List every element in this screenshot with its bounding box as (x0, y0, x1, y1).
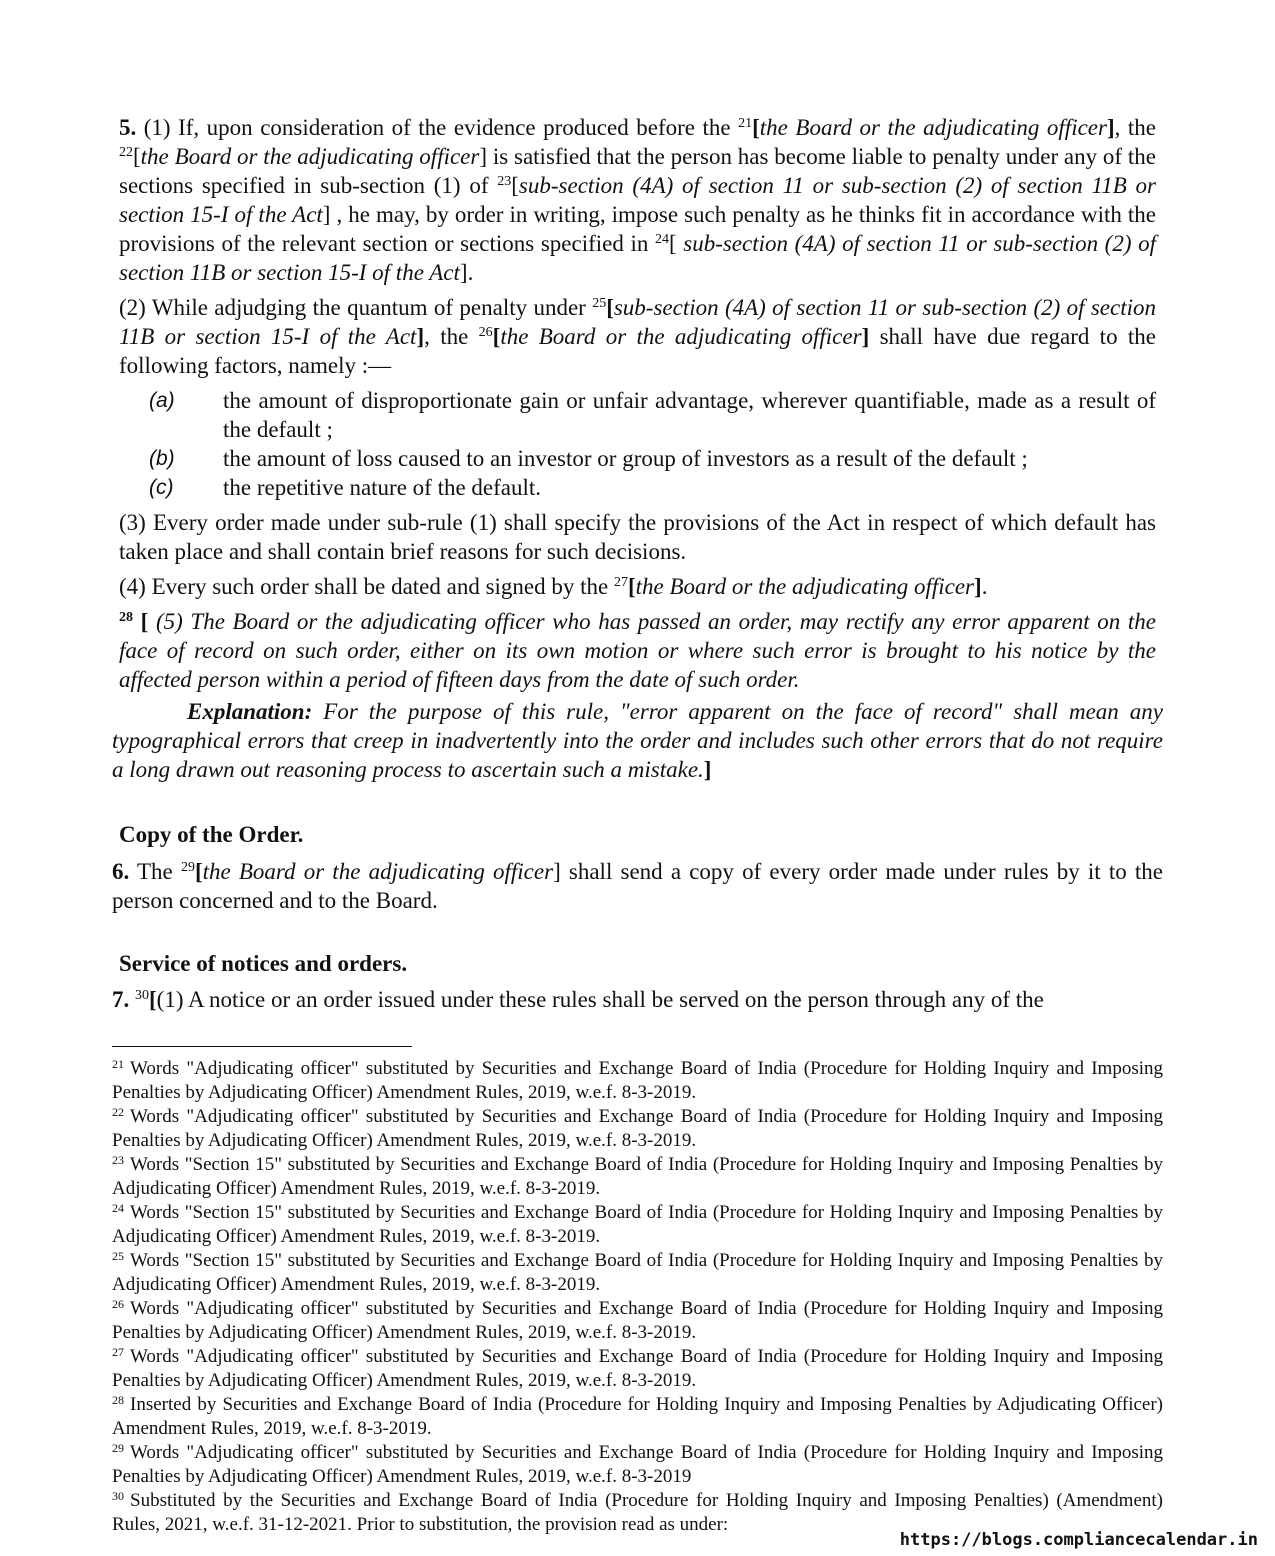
section-heading: Copy of the Order. (119, 822, 304, 847)
inserted-text: sub-section (4A) of section 11 or sub-section (2) of section 11B or section 15-I of the Act (119, 295, 1156, 349)
footnote-ref: 26 (478, 325, 493, 340)
rule-5-subrule-1: 5. (1) If, upon consideration of the evidence produced before the $^{21}$[the Board or the adjudicating officer], the $^{22}$[the Board or the adjudicating officer] is satisfied that the person has become liable to penalty under any of the sections specified in sub-section (1) of $^{23}$[sub-section (4A) of section 11 or sub-section (2) of section 11B or section 15-I of the Act] , he may, by order in writing, impose such penalty as he thinks fit in accordance with the provisions of the relevant section or sections specified in $^{24}$[ sub-section (4A) of section 11 or sub-section (2) of section 11B or section 15-I of the Act]. (119, 115, 1157, 285)
clause-item (119, 444, 1156, 473)
rule-5-section (119, 113, 1156, 700)
inserted-text: the Board or the adjudicating officer (759, 115, 1107, 140)
rule-5-subrule-4: (4) Every such order shall be dated and signed by the $^{27}$[the Board or the adjudicating officer]. (119, 574, 988, 599)
explanation-paragraph: Explanation: For the purpose of this rule, "error apparent on the face of record" shall mean any typographical errors that creep in inadvertently into the order and includes such other errors that do not require a long drawn out reasoning process to ascertain such a mistake.] (112, 699, 1163, 782)
footnotes (112, 1057, 1163, 1537)
rule-5-subrule-3: (3) Every order made under sub-rule (1) shall specify the provisions of the Act in respect of which default has taken place and shall contain brief reasons for such decisions. (119, 510, 1156, 564)
clause-label: (a) (149, 389, 175, 412)
footnote: $^{30}$ Substituted by the Securities and Exchange Board of India (Procedure for Holding Inquiry and Imposing Penalties) (Amendment) Rules, 2021, w.e.f. 31-12-2021. Prior to substitution, the provision read as under: (112, 1489, 1163, 1535)
footnote-ref: 29 (180, 860, 195, 875)
rule-number: 5. (119, 115, 137, 140)
source-url-watermark: https://blogs.compliancecalendar.in (899, 1530, 1258, 1550)
rule-6: 6. The $^{29}$[the Board or the adjudicating officer] shall send a copy of every order made under rules by it to the person concerned and to the Board. (112, 859, 1164, 913)
footnote-ref: 23 (497, 174, 512, 189)
factor-clauses (119, 386, 1156, 502)
clause-text: the repetitive nature of the default. (223, 475, 542, 500)
section-heading: Service of notices and orders. (119, 951, 408, 976)
inserted-text: the Board or the adjudicating officer (202, 859, 554, 884)
clause-item (119, 386, 1156, 444)
footnote-ref: 24 (654, 232, 669, 247)
clause-label: (b) (149, 447, 175, 470)
clause-text: the amount of loss caused to an investor or group of investors as a result of the default ; (223, 446, 1028, 471)
footnote: $^{26}$ Words "Adjudicating officer" substituted by Securities and Exchange Board of India (Procedure for Holding Inquiry and Imposing Penalties by Adjudicating Officer) Amendment Rules, 2019, w.e.f. 8-3-2019. (112, 1297, 1163, 1343)
explanation-lead: Explanation: (187, 699, 313, 724)
rule-number: 7. (112, 987, 130, 1012)
inserted-text: (5) The Board or the adjudicating officer who has passed an order, may rectify any error apparent on the face of record on such order, either on its own motion or where such error is brought to his notice by the affected person within a period of fifteen days from the date of such order. (119, 609, 1157, 692)
rule-number: 6. (112, 859, 130, 884)
footnote: $^{29}$ Words "Adjudicating officer" substituted by Securities and Exchange Board of India (Procedure for Holding Inquiry and Imposing Penalties by Adjudicating Officer) Amendment Rules, 2019, w.e.f. 8-3-2019 (112, 1441, 1163, 1487)
footnote-ref: 30 (135, 988, 149, 1003)
footnote: $^{27}$ Words "Adjudicating officer" substituted by Securities and Exchange Board of India (Procedure for Holding Inquiry and Imposing Penalties by Adjudicating Officer) Amendment Rules, 2019, w.e.f. 8-3-2019. (112, 1345, 1163, 1391)
rule-7: 7. $^{30}$[(1) A notice or an order issued under these rules shall be served on the person through any of the (112, 987, 1044, 1012)
inserted-text: sub-section (4A) of section 11 or sub-section (2) of section 11B or section 15-I of the Act (119, 173, 1156, 227)
inserted-text: sub-section (4A) of section 11 or sub-section (2) of section 11B or section 15-I of the Act (119, 231, 1156, 285)
clause-text: the amount of disproportionate gain or unfair advantage, wherever quantifiable, made as a result of the default ; (223, 388, 1156, 442)
footnote-ref: 21 (738, 116, 753, 131)
clause-label: (c) (149, 476, 174, 499)
footnote-separator (112, 1046, 412, 1047)
footnote: $^{22}$ Words "Adjudicating officer" substituted by Securities and Exchange Board of India (Procedure for Holding Inquiry and Imposing Penalties by Adjudicating Officer) Amendment Rules, 2019, w.e.f. 8-3-2019. (112, 1105, 1163, 1151)
footnote-ref: 22 (119, 145, 133, 160)
rule-5-subrule-2: (2) While adjudging the quantum of penalty under $^{25}$[sub-section (4A) of section 11 or sub-section (2) of section 11B or section 15-I of the Act], the $^{26}$[the Board or the adjudicating officer] shall have due regard to the following factors, namely :— (119, 295, 1156, 378)
footnote: $^{21}$ Words "Adjudicating officer" substituted by Securities and Exchange Board of India (Procedure for Holding Inquiry and Imposing Penalties by Adjudicating Officer) Amendment Rules, 2019, w.e.f. 8-3-2019. (112, 1057, 1163, 1103)
inserted-text: the Board or the adjudicating officer (500, 324, 862, 349)
footnote: $^{24}$ Words "Section 15" substituted by Securities and Exchange Board of India (Procedure for Holding Inquiry and Imposing Penalties by Adjudicating Officer) Amendment Rules, 2019, w.e.f. 8-3-2019. (112, 1201, 1163, 1247)
footnote: $^{25}$ Words "Section 15" substituted by Securities and Exchange Board of India (Procedure for Holding Inquiry and Imposing Penalties by Adjudicating Officer) Amendment Rules, 2019, w.e.f. 8-3-2019. (112, 1249, 1163, 1295)
rule-5-subrule-5: $^{28}$ [ (5) The Board or the adjudicating officer who has passed an order, may rectify any error apparent on the face of record on such order, either on its own motion or where such error is brought to his notice by the affected person within a period of fifteen days from the date of such order. (119, 609, 1157, 692)
inserted-text: the Board or the adjudicating officer (140, 144, 480, 169)
footnote-ref: 27 (613, 575, 628, 590)
footnote-ref: 28 (119, 610, 133, 625)
inserted-text: the Board or the adjudicating officer (635, 574, 975, 599)
footnote: $^{28}$ Inserted by Securities and Exchange Board of India (Procedure for Holding Inquiry and Imposing Penalties by Adjudicating Officer) Amendment Rules, 2019, w.e.f. 8-3-2019. (112, 1393, 1163, 1439)
clause-item (119, 473, 1156, 502)
footnote-ref: 25 (592, 296, 607, 311)
explanation-text: For the purpose of this rule, "error apparent on the face of record" shall mean any typographical errors that creep in inadvertently into the order and includes such other errors that do not require a long drawn out reasoning process to ascertain such a mistake. (112, 699, 1163, 782)
footnote: $^{23}$ Words "Section 15" substituted by Securities and Exchange Board of India (Procedure for Holding Inquiry and Imposing Penalties by Adjudicating Officer) Amendment Rules, 2019, w.e.f. 8-3-2019. (112, 1153, 1163, 1199)
